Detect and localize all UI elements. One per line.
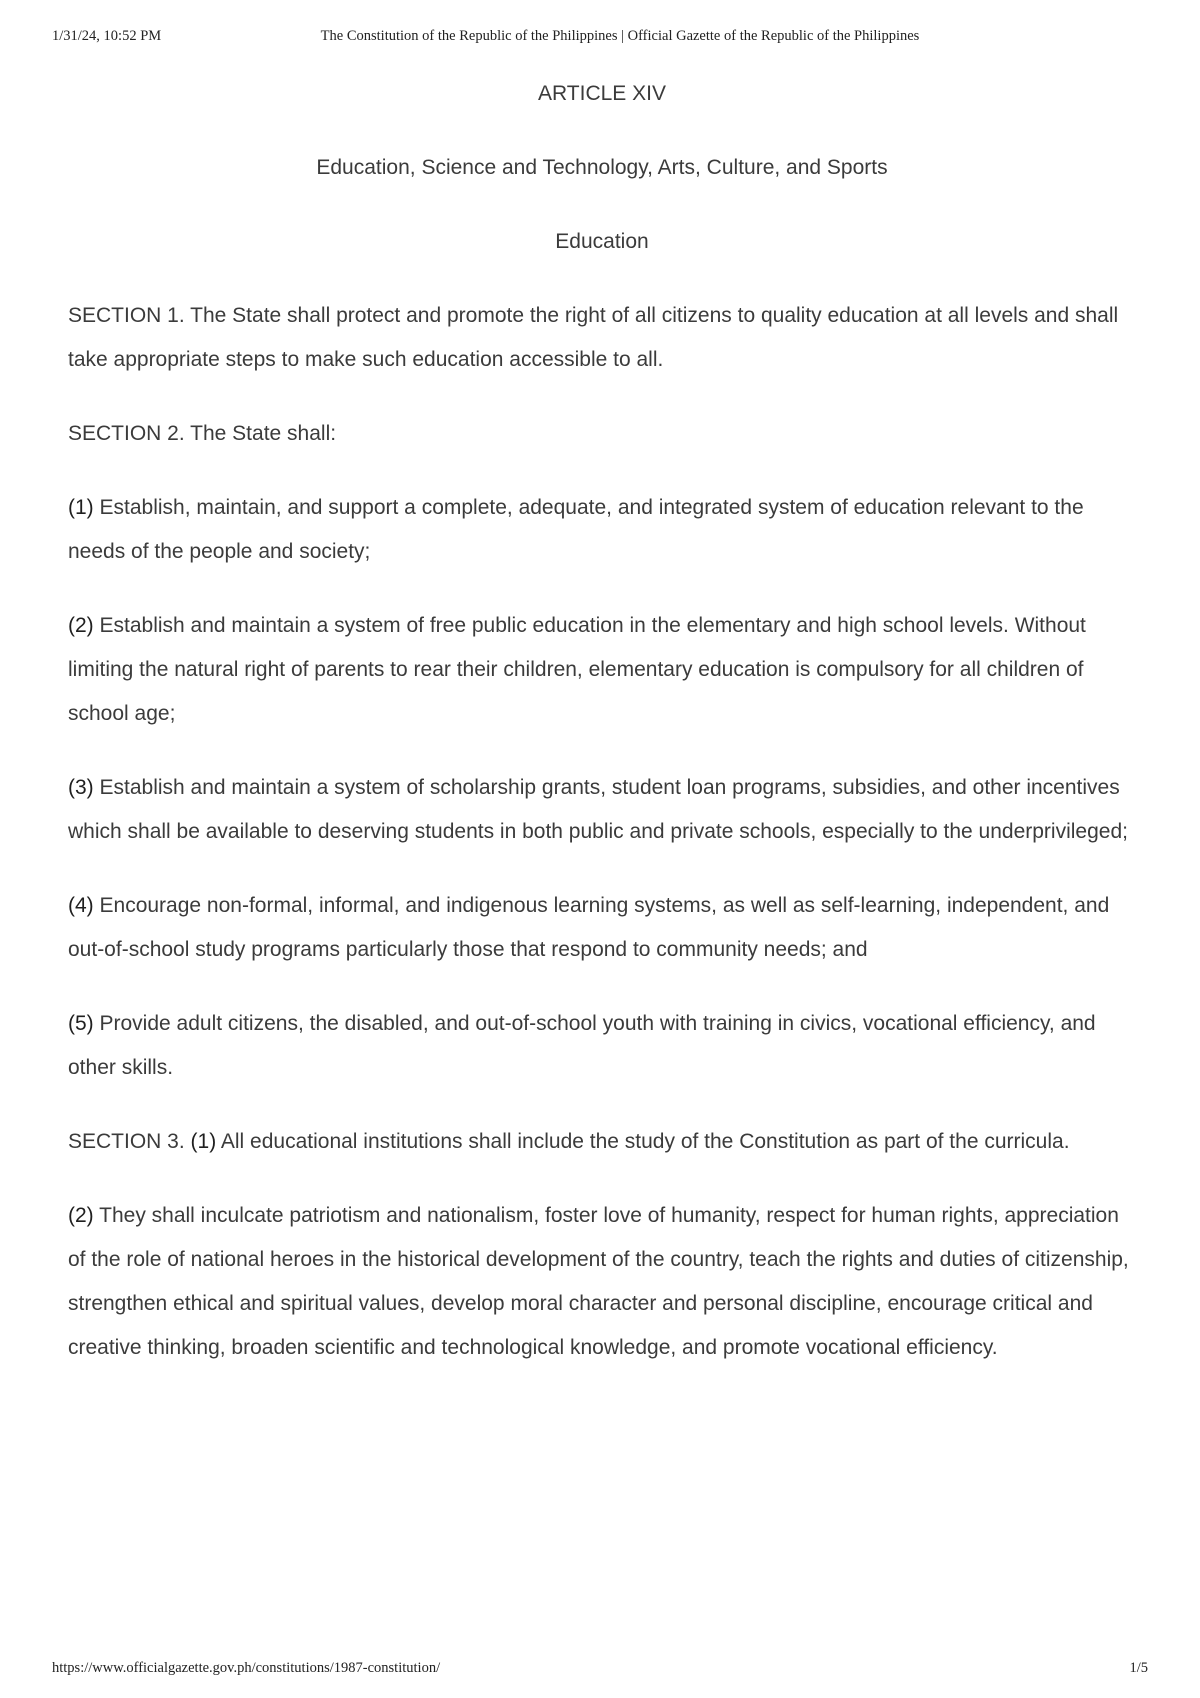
paragraph-text: Establish and maintain a system of scholarship grants, student loan programs, subsidies, and other incentives which shall be available to deserving students in both public and private schools, especially to the underprivileged;: [68, 776, 1128, 843]
article-subtitle: Education, Science and Technology, Arts, Culture, and Sports: [316, 156, 888, 179]
paragraph-item-4: [68, 884, 1136, 972]
paragraph-text: Encourage non-formal, informal, and indigenous learning systems, as well as self-learning, independent, and out-of-school study programs particularly those that respond to community needs; and: [68, 894, 1110, 961]
paragraph-text: The State shall:: [184, 422, 337, 445]
paragraph-item-5: [68, 1002, 1136, 1090]
section-prefix: SECTION 2.: [68, 422, 185, 445]
print-datetime: 1/31/24, 10:52 PM: [52, 28, 162, 44]
print-header: [52, 28, 1148, 48]
print-url: https://www.officialgazette.gov.ph/constitutions/1987-constitution/: [52, 1660, 441, 1676]
paragraph-section-3-item-2: [68, 1194, 1136, 1370]
item-number: (2): [68, 1204, 94, 1227]
item-number: (2): [68, 614, 94, 637]
paragraph-section-2: [68, 412, 1136, 456]
section-prefix: SECTION 3.: [68, 1130, 191, 1153]
paragraph-section-1: [68, 294, 1136, 382]
item-number: (3): [68, 776, 94, 799]
item-number: (1): [68, 496, 94, 519]
section-prefix: SECTION 1.: [68, 304, 185, 327]
page-number: 1/5: [1129, 1660, 1148, 1676]
paragraph-text: The State shall protect and promote the right of all citizens to quality education at all levels and shall take appropriate steps to make such education accessible to all.: [68, 304, 1119, 371]
paragraph-item-1: [68, 486, 1136, 574]
paragraph-text: Establish, maintain, and support a complete, adequate, and integrated system of education relevant to the needs of the people and society;: [68, 496, 1084, 563]
print-page-title: The Constitution of the Republic of the Philippines | Official Gazette of the Republic of the Philippines: [320, 28, 920, 44]
print-footer: [52, 1660, 1148, 1680]
article-title: ARTICLE XIV: [538, 82, 666, 105]
paragraph-section-3: [68, 1120, 1136, 1164]
document-body: [68, 72, 1136, 1400]
paragraph-text: Establish and maintain a system of free public education in the elementary and high school levels. Without limiting the natural right of parents to rear their children, elementary education is compulsory for all children of school age;: [68, 614, 1086, 725]
paragraph-text: All educational institutions shall include the study of the Constitution as part of the curricula.: [216, 1130, 1070, 1153]
paragraph-item-2: [68, 604, 1136, 736]
paragraph-item-3: [68, 766, 1136, 854]
paragraph-text: They shall inculcate patriotism and nationalism, foster love of humanity, respect for human rights, appreciation of the role of national heroes in the historical development of the country, teach the rights and duties of citizenship, strengthen ethical and spiritual values, develop moral character and personal discipline, encourage critical and creative thinking, broaden scientific and technological knowledge, and promote vocational efficiency.: [68, 1204, 1129, 1359]
paragraph-text: Provide adult citizens, the disabled, and out-of-school youth with training in civics, vocational efficiency, and other skills.: [68, 1012, 1096, 1079]
section-heading: Education: [555, 230, 649, 253]
item-number: (4): [68, 894, 94, 917]
item-number: (5): [68, 1012, 94, 1035]
item-number: (1): [190, 1130, 217, 1153]
